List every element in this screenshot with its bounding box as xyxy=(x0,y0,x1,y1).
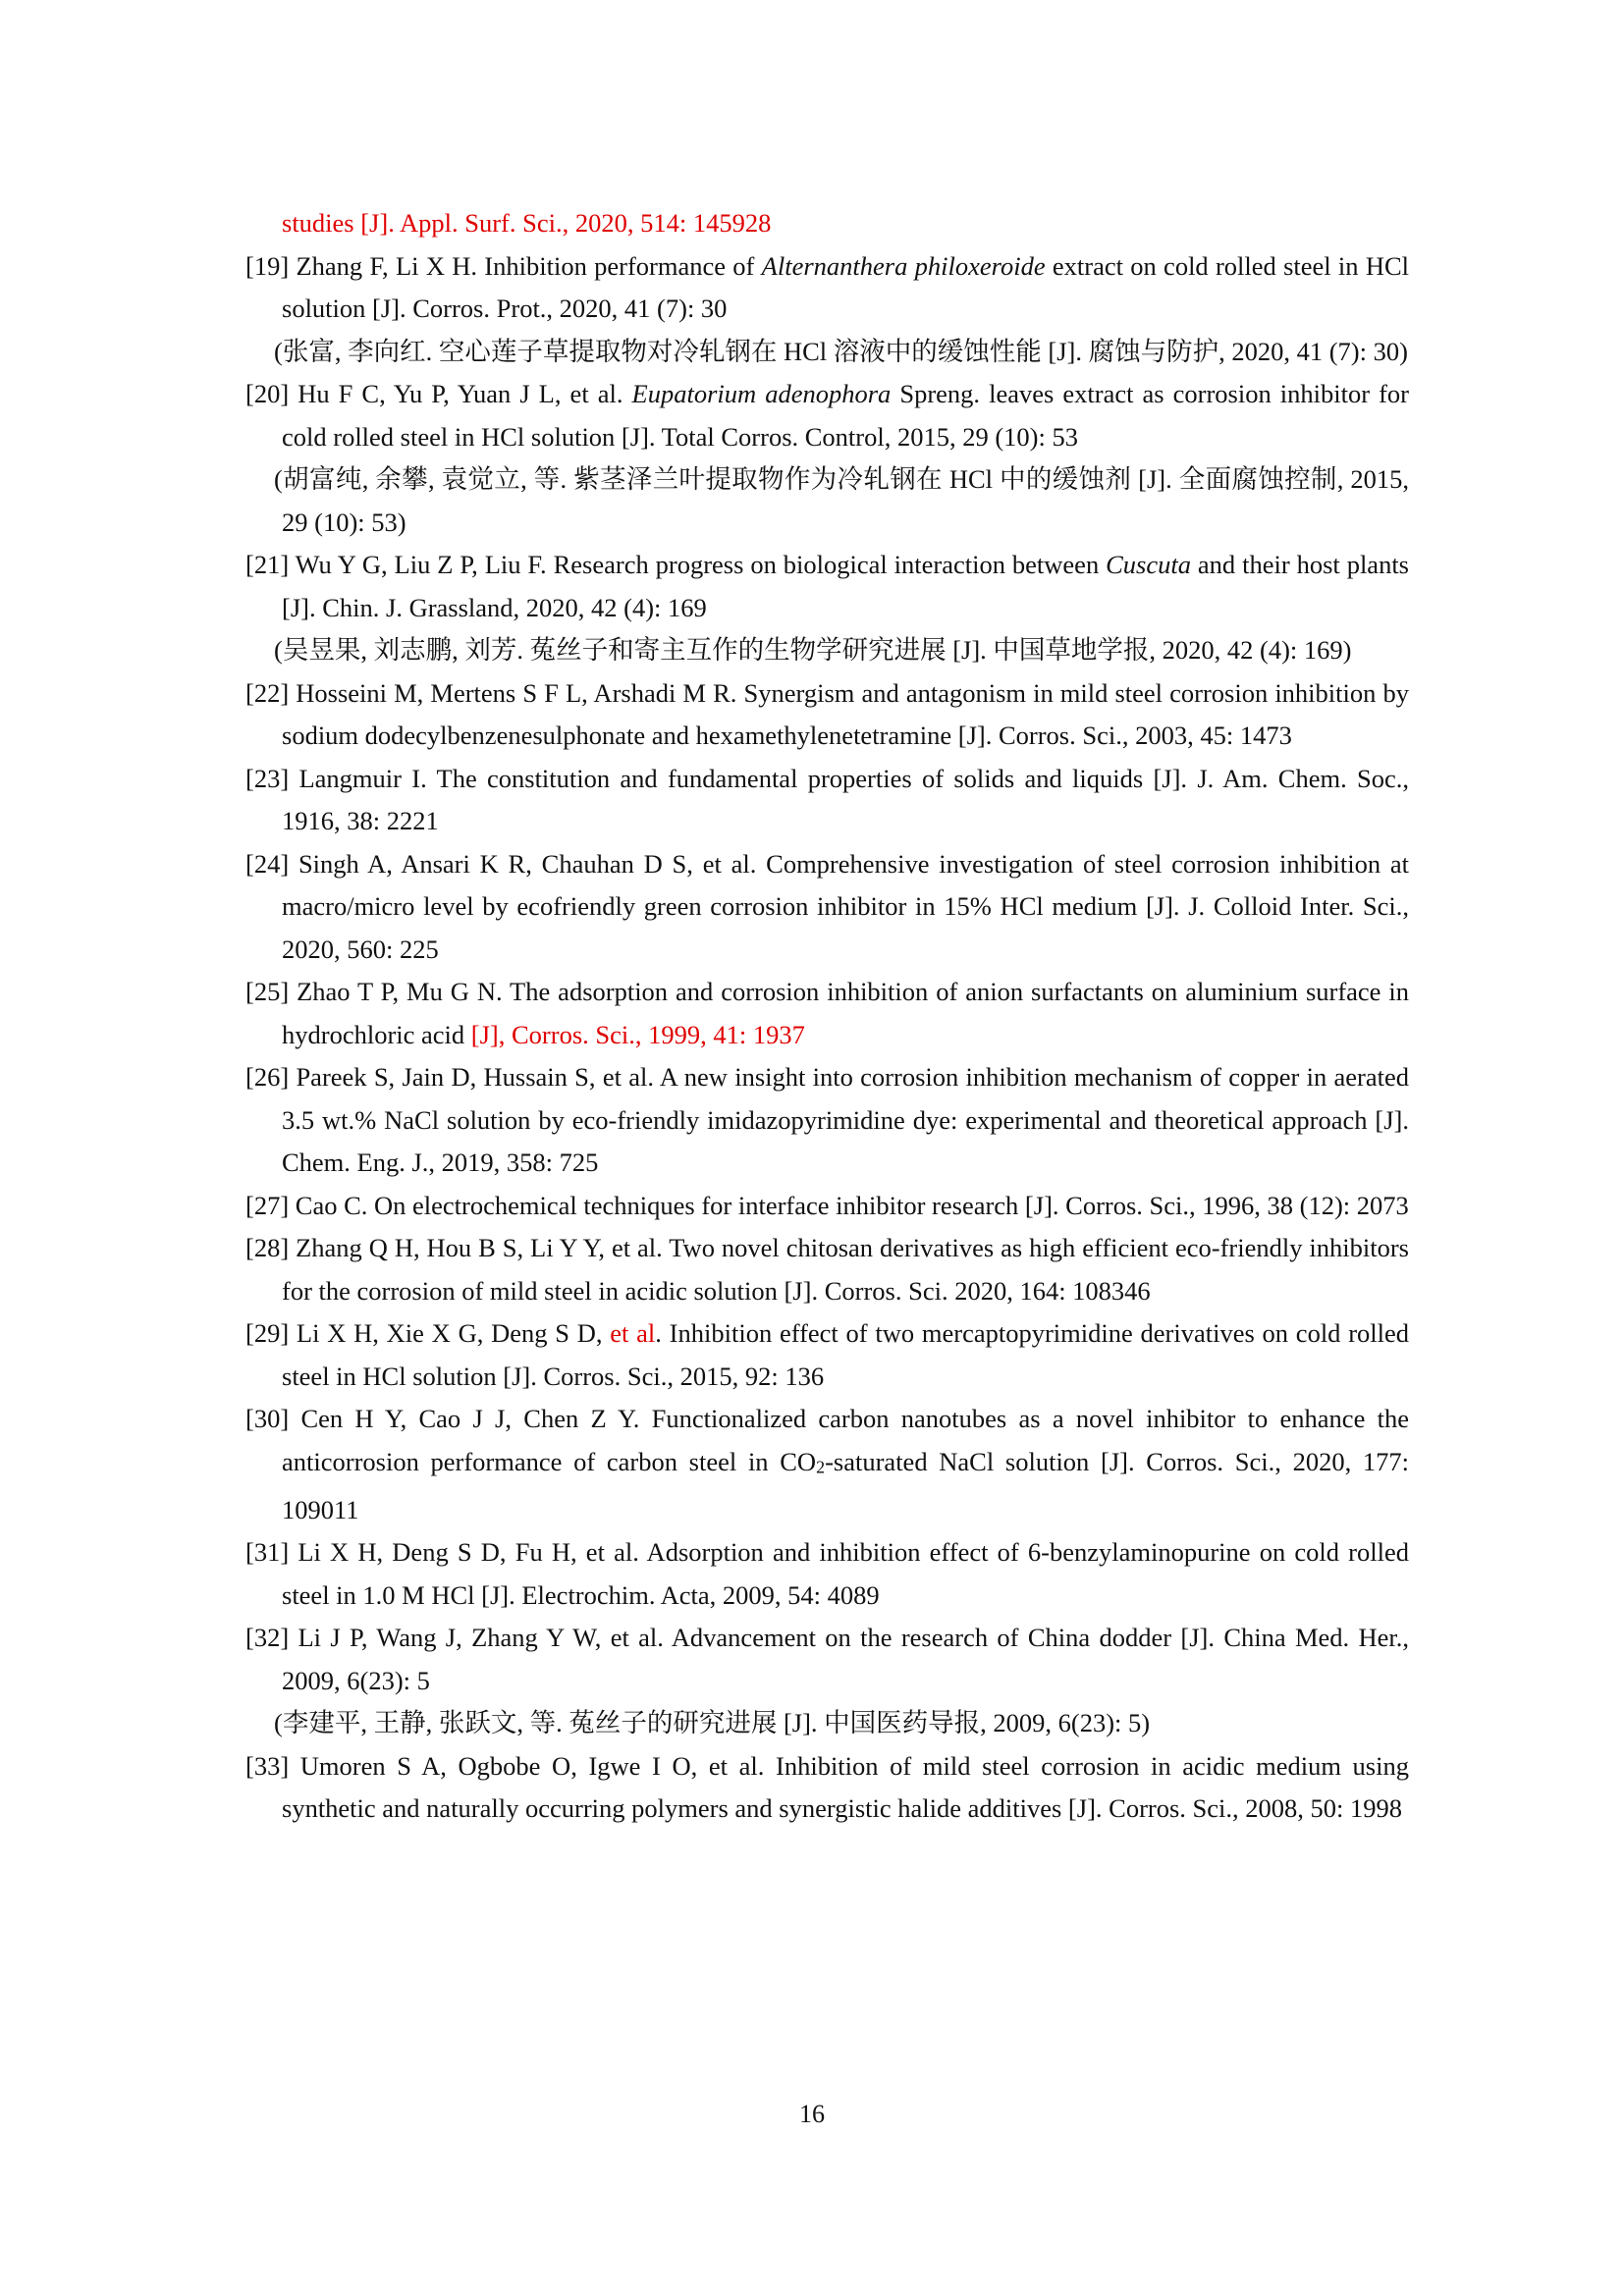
reference-citation-text xyxy=(245,1185,1409,1228)
citation-segment: Zhang F, Li X H. Inhibition performance of xyxy=(296,250,762,281)
citation-segment: Li X H, Deng S D, Fu H, et al. Adsorption and inhibition effect of 6-benzylaminopurine on cold rolled steel in 1.0 M HCl [J]. Electrochim. Acta, 2009, 54: 4089 xyxy=(282,1537,1409,1610)
citation-segment-sub: 2 xyxy=(816,1457,826,1477)
reference-number: [21] xyxy=(245,550,296,579)
citation-segment: Li X H, Xie X G, Deng S D, xyxy=(296,1318,611,1348)
citation-segment: Singh A, Ansari K R, Chauhan D S, et al. Comprehensive investigation of steel corrosion inhibition at macro/micro level by ecofriendly green corrosion inhibitor in 15% HCl medium [J]. J. Colloid Inter. Sci., 2020, 560: 225 xyxy=(282,848,1409,964)
reference-number: [31] xyxy=(245,1537,298,1568)
reference-item xyxy=(245,843,1409,972)
reference-citation-text xyxy=(245,544,1409,629)
reference-item xyxy=(245,1056,1409,1185)
reference-citation-text xyxy=(245,1227,1409,1312)
reference-number: [33] xyxy=(245,1750,300,1781)
reference-item xyxy=(245,1745,1409,1831)
reference-citation-text xyxy=(245,1531,1409,1617)
reference-item xyxy=(245,1185,1409,1228)
reference-citation-text xyxy=(245,1398,1409,1531)
reference-item xyxy=(245,245,1409,374)
reference-number: [29] xyxy=(245,1318,297,1348)
citation-segment-red: [J], Corros. Sci., 1999, 41: 1937 xyxy=(470,1019,805,1049)
citation-segment: Pareek S, Jain D, Hussain S, et al. A new insight into corrosion inhibition mechanism of copper in aerated 3.5 wt.% NaCl solution by eco-friendly imidazopyrimidine dye: experimental and theoretical approach [J]. Chem. Eng. J., 2019, 358: 725 xyxy=(282,1062,1409,1177)
reference-item xyxy=(245,1312,1409,1398)
citation-segment: Langmuir I. The constitution and fundamental properties of solids and liquids [J]. J. Am. Chem. Soc., 1916, 38: 2221 xyxy=(282,763,1409,835)
reference-citation-text xyxy=(245,672,1409,758)
citation-segment: extract on cold rolled steel in HCl solution [J]. Corros. Prot., 2020, 41 (7): 30 xyxy=(282,250,1410,323)
reference-number: [32] xyxy=(245,1623,298,1653)
reference-chinese-translation: (胡富纯, 余攀, 袁觉立, 等. 紫茎泽兰叶提取物作为冷轧钢在 HCl 中的缓蚀剂 [J]. 全面腐蚀控制, 2015, 29 (10): 53) xyxy=(274,464,1409,537)
reference-chinese-translation: (张富, 李向红. 空心莲子草提取物对冷轧钢在 HCl 溶液中的缓蚀性能 [J]. 腐蚀与防护, 2020, 41 (7): 30) xyxy=(274,336,1408,366)
reference-citation-text xyxy=(245,1056,1409,1185)
citation-segment: Zhang Q H, Hou B S, Li Y Y, et al. Two novel chitosan derivatives as high efficient eco-friendly inhibitors for the corrosion of mild steel in acidic solution [J]. Corros. Sci. 2020, 164: 108346 xyxy=(282,1233,1409,1306)
citation-segment: and their host plants [J]. Chin. J. Grassland, 2020, 42 (4): 169 xyxy=(282,550,1409,622)
reference-number: [28] xyxy=(245,1233,297,1262)
reference-item xyxy=(245,373,1409,544)
reference-item xyxy=(245,1227,1409,1312)
reference-citation-text xyxy=(245,202,1409,245)
reference-citation-text xyxy=(245,1617,1409,1702)
reference-item xyxy=(245,544,1409,672)
citation-segment: . Inhibition effect of two mercaptopyrimidine derivatives on cold rolled steel in HCl solution [J]. Corros. Sci., 2015, 92: 136 xyxy=(282,1318,1410,1391)
reference-number: [19] xyxy=(245,250,297,281)
reference-list xyxy=(245,202,1409,1831)
citation-segment: Hosseini M, Mertens S F L, Arshadi M R. Synergism and antagonism in mild steel corrosion inhibition by sodium dodecylbenzenesulphonate and hexamethylenetetramine [J]. Corros. Sci., 2003, 45: 1473 xyxy=(282,677,1409,750)
reference-number: [26] xyxy=(245,1062,297,1092)
reference-number: [23] xyxy=(245,763,299,793)
citation-segment: Umoren S A, Ogbobe O, Igwe I O, et al. Inhibition of mild steel corrosion in acidic medium using synthetic and naturally occurring polymers and synergistic halide additives [J]. Corros. Sci., 2008, 50: 1998 xyxy=(282,1750,1409,1824)
reference-number: [22] xyxy=(245,677,297,708)
reference-item xyxy=(245,1398,1409,1531)
citation-segment-italic: Eupatorium adenophora xyxy=(631,379,892,408)
reference-citation-text xyxy=(245,373,1409,458)
reference-chinese-translation: (李建平, 王静, 张跃文, 等. 菟丝子的研究进展 [J]. 中国医药导报, 2009, 6(23): 5) xyxy=(274,1708,1151,1738)
citation-segment: Zhao T P, Mu G N. The adsorption and corrosion inhibition of anion surfactants on aluminium surface in hydrochloric acid xyxy=(282,977,1409,1049)
citation-segment-red: et al xyxy=(610,1318,656,1348)
reference-chinese-translation: (吴昱果, 刘志鹏, 刘芳. 菟丝子和寄主互作的生物学研究进展 [J]. 中国草地学报, 2020, 42 (4): 169) xyxy=(274,635,1352,665)
citation-segment: Hu F C, Yu P, Yuan J L, et al. xyxy=(298,379,632,408)
page-number: 16 xyxy=(799,2100,825,2128)
reference-item xyxy=(245,672,1409,758)
reference-item xyxy=(245,971,1409,1056)
reference-citation-text xyxy=(245,843,1409,972)
citation-segment-italic: Alternanthera philoxeroide xyxy=(761,250,1046,281)
citation-segment-italic: Cuscuta xyxy=(1106,550,1191,579)
citation-segment: Li J P, Wang J, Zhang Y W, et al. Advancement on the research of China dodder [J]. China Med. Her., 2009, 6(23): 5 xyxy=(282,1623,1410,1695)
citation-segment: Wu Y G, Liu Z P, Liu F. Research progress on biological interaction between xyxy=(295,550,1107,579)
reference-citation-text xyxy=(245,1312,1409,1398)
reference-item xyxy=(245,758,1409,843)
reference-number: [24] xyxy=(245,848,298,879)
citation-segment: Cen H Y, Cao J J, Chen Z Y. Functionalized carbon nanotubes as a novel inhibitor to enhance the anticorrosion performance of carbon steel in CO xyxy=(282,1404,1409,1476)
reference-citation-text xyxy=(245,758,1409,843)
reference-citation-text xyxy=(245,245,1409,331)
reference-item xyxy=(245,202,1409,245)
reference-number: [30] xyxy=(245,1404,301,1433)
reference-number: [25] xyxy=(245,977,298,1006)
reference-item xyxy=(245,1531,1409,1617)
citation-segment-red: studies [J]. Appl. Surf. Sci., 2020, 514: 145928 xyxy=(282,208,772,238)
reference-citation-text xyxy=(245,971,1409,1056)
reference-number: [20] xyxy=(245,379,298,408)
reference-citation-text xyxy=(245,1745,1409,1831)
citation-segment: Spreng. leaves extract as corrosion inhibitor for cold rolled steel in HCl solution [J]. Total Corros. Control, 2015, 29 (10): 53 xyxy=(282,379,1410,452)
citation-segment: -saturated NaCl solution [J]. Corros. Sci., 2020, 177: 109011 xyxy=(282,1446,1410,1524)
reference-number: [27] xyxy=(245,1190,296,1220)
citation-segment: Cao C. On electrochemical techniques for interface inhibitor research [J]. Corros. Sci., 1996, 38 (12): 2073 xyxy=(295,1190,1409,1220)
reference-item xyxy=(245,1617,1409,1745)
